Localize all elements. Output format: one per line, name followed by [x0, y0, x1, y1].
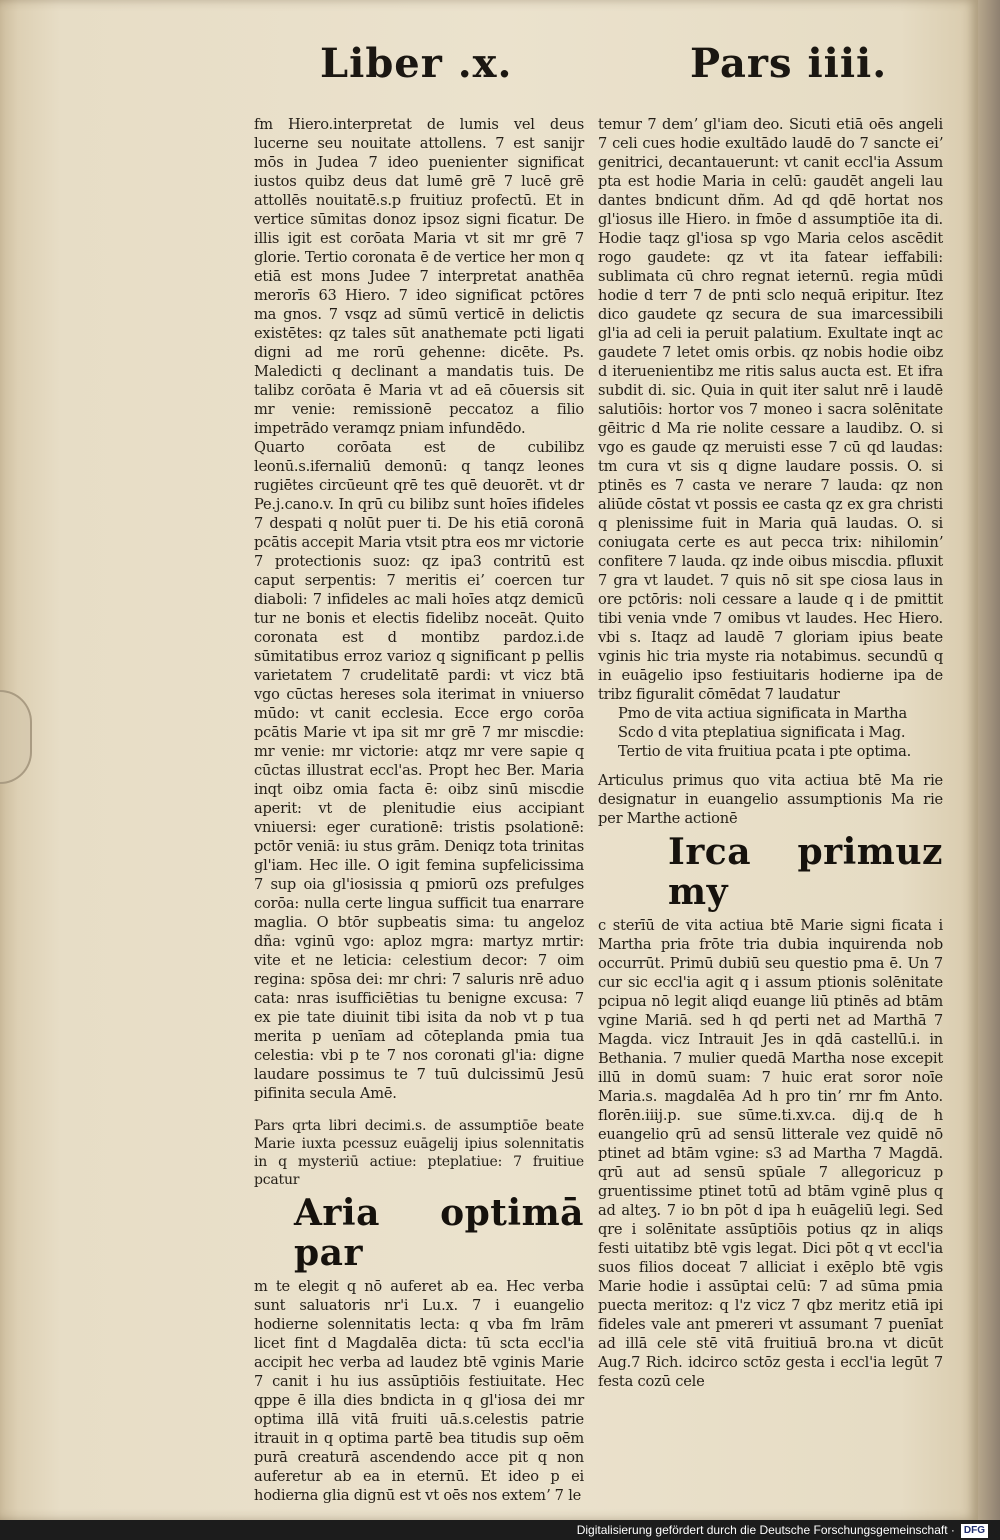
running-head-left: Liber .x.	[320, 40, 513, 87]
left-column	[254, 115, 584, 1505]
right-paragraph: temur 7 demʼ gl'iam deo. Sicuti etiā oēs angeli 7 celi cues hodie exultādo laudē do 7 sancte eiʼ genitrici, decantauerunt: vt canit eccl'ia Assum pta est hodie Maria in celū: gaudēt angeli lau dantes bndicunt dñm. Ad qd qdē hortat nos gl'iosus ille Hiero. in fmōe d assumptiōe ita di. Hodie taqz gl'iosa sp vgo Maria celos ascēdit rogo gaudete: qz vt ita fatear ieffabili: sublimata cū chro regnat ieternū. regia mūdi hodie d terr 7 de pnti sclo nequā eripitur. Itez dico gaudete qz secura de sua imarcessibili gl'ia ad celi ia peruit palatium. Exultate inqt ac gaudete 7 letet omis orbis. qz nobis hodie oibz d iteruenientibz me ritis salus aucta est. Et ifra subdit di. sic. Quia in quit iter salut nrē i laudē salutiōis: hortor vos 7 moneo i sacra solēnitate gēitric d Ma rie nolite cessare a laudibz. O. si vgo es gaude qz meruisti esse 7 cū qd laudas: tm cura vt sis q digne laudare possis. O. si ptinēs es 7 casta ve nerare 7 lauda: qz non aliūde cōstat vt possis ee casta qz ex gra christi q plenissime fuit in Maria quā laudas. O. si coniugata certe es aut pecca trix: nihilominʼ confitere 7 lauda. qz inde oibus miscdia. pfluxit 7 gra vt laudet. 7 quis nō sit spe ciosa laus in ore pctōris: noli cessare a laude q i de pmittit tibi venia vnde 7 omibus vt laudes. Hec Hiero. vbi s. Itaqz ad laudē 7 gloriam ipius beate vginis hic tria myste ria notabimus. secundū q in euāgelio ipso festiuitaris hodierne ipa de tribz figuralit cōmēdat 7 laudatur	[598, 116, 943, 703]
section-title: Pars qrta libri decimi.s. de assumptiōe beate Marie iuxta pcessuz euāgelij ipius solennitatis in q mysteriū actiue: pteplatiue: 7 fruitiue pcatur	[254, 1118, 584, 1188]
list-item: Scdo d vita pteplatiua significata i Mag.	[618, 724, 906, 741]
right-body: c sterīū de vita actiua btē Marie signi ficata i Martha pria frōte tria dubia inquirenda nob occurrūt. Primū dubiū seu questio pma ē. Un 7 cur sic eccl'ia agit q i assum ptionis solēnitate pcipua nō legit aliqd euange liū ptinēs ad btām vgine Mariā. sed h qd perti net ad Marthā 7 Magda. vicz Intrauit Jes in qdā castellū.i. in Bethania. 7 mulier quedā Martha nose excepit illū in domū suam: 7 huic erat soror noīe Maria.s. magdalēa Ad h pro tinʼ rnr fm Anto. florēn.iiij.p. sue sūme.ti.xv.ca. dij.q de h euangelio qrū ad sensū litterale vez quidē nō ptinet ad btām vgine: s3 ad Martha 7 Magdā. qrū aut ad sensū spūale 7 allegoricuz p gruentissime ptinet totū ad btām vginē plus q ad alteʒ. 7 io bn pōt d ipa h euāgeliū legi. Sed qre i solēnitate assūptiōis potius qz in aliqs festi uitatibz btē vgis legat. Dici pōt q vt eccl'ia suos filios doceat 7 alliciat i exēplo btē vgis Marie hodie i assūptai celū: 7 ad sūma pmia puecta meritoz: q l'z vicz 7 qbz meritz etiā ipi fideles vale ant pmereri vt assumant 7 puenīat ad illā cele stē vitā fruitiuā bro.na vt dicūt Aug.7 Rich. idcirco sctōz gesta i eccl'ia legūt 7 festa cozū cele	[598, 917, 943, 1390]
left-paragraph: Quarto corōata est de cubilibz leonū.s.ifernaliū demonū: q tanqz leones rugiētes circūeunt qrē tes quē deuorēt. vt dr Pe.j.cano.v. In qrū cu bilibz sunt hoīes ifideles 7 despati q nolūt puer ti. De his etiā coronā pcātis accepit Maria vtsit ptra eos mr victorie 7 protectionis suoz: qz ipa3 contritū est caput serpentis: 7 meritis eiʼ coercen tur diaboli: 7 infideles ac mali hoīes atqz demicū tur ne bonis et electis fidelibz noceāt. Quito coronata est d montibz pardoz.i.de sūmitatibus erroz varioz q significant p pellis varietatem 7 crudelitatē pardi: vt vicz btā vgo cūctas hereses sola iterimat in vniuerso mūdo: vt canit ecclesia. Ecce ergo corōa pcātis Marie vt ipa sit mr grē 7 mr miscdie: mr venie: mr victorie: atqz mr vere sapie q cūctas illustrat eccl'as. Propt hec Ber. Maria inqt oibz omia facta ē: oibz sinū miscdie aperit: vt de plenitudie eius accipiant vniuersi: eger curationē: tristis psolationē: pctōr veniā: iu stus grām. Deniqz tota trinitas gl'iam. Hec ille. O igit femina supfelicissima 7 sup oia gl'iosissia q pmiorū ozs prefulges corōa: nulla certe lingua sufficit tua enarrare maglia. O btōr supbeatis sima: tu angeloz dña: vginū vgo: aploz mgra: martyz mrtir: vite et ne leticia: celestium decor: 7 oim regina: spōsa dei: mr chri: 7 saluris nrē aduo cata: nras isufficiētias tu benigne excusa: 7 ex pie tate diuinit tibi isita da nob vt p tua merita p uenīam ad cōteplanda pmia tua celestia: vbi p te 7 nos coronati gl'ia: digne laudare possimus te 7 tuū dulcissimū Jesū pifinita secula Amē.	[254, 439, 584, 1102]
left-body: m te elegit q nō auferet ab ea. Hec verba sunt saluatoris nr'i Lu.x. 7 i euangelio hodierne solennitatis lecta: q vba fm lrām licet fint d Magdalēa dicta: tū scta eccl'ia accipit hec verba ad laudez btē vginis Marie 7 canit i hu ius assūptiōis festiuitate. Hec qppe ē illa dies bndicta in q gl'iosa dei mr optima illā vitā fruiti uā.s.celestis patrie itrauit in q optima partē bea titudis sup oēm purā creaturā ascendendo acce pit q non auferetur ab ea in eternū. Et ideo p ei hodierna glia dignū est vt oēs nos extemʼ 7 le	[254, 1278, 584, 1504]
binding-clip	[0, 690, 32, 784]
footer-bar	[0, 1520, 1000, 1540]
list-item: Tertio de vita fruitiua pcata i pte optima.	[618, 743, 912, 760]
article-heading: Irca primuz my	[668, 831, 943, 913]
article-title: Articulus primus quo vita actiua btē Ma rie designatur in euangelio assumptionis Ma rie per Marthe actionē	[598, 772, 943, 827]
footer-text: Digitalisierung gefördert durch die Deutsche Forschungsgemeinschaft ·	[576, 1523, 955, 1537]
running-head-right: Pars iiii.	[690, 40, 888, 87]
right-column	[598, 115, 943, 1391]
dfg-logo: DFG	[961, 1524, 988, 1538]
section-heading: Aria optimā par	[294, 1192, 584, 1274]
left-paragraph: fm Hiero.interpretat de lumis vel deus lucerne seu nouitate attollens. 7 est sanijr mōs in Judea 7 ideo puenienter significat iustos quibz deus dat lumē grē 7 lucē grē attollēs nouitatē.s.p fruitiuz profectū. Et in vertice sūmitas donoz ipsoz signi ficatur. De illis igit est corōata Maria vt sit mr grē 7 glorie. Tertio coronata ē de vertice her mon q etiā est mons Judee 7 interpretat anathēa merorīs 63 Hiero. 7 ideo significat pctōres ma gnos. 7 vsqz ad sūmū verticē in delictis existētes: qz tales sūt anathemate pcti ligati digni ad me rorū gehenne: dicēte. Ps. Maledicti q declinant a mandatis tuis. De talibz corōata ē Maria vt ad eā cōuersis sit mr venie: remissionē peccatoz a filio impetrādo veramqz pniam infundēdo.	[254, 116, 584, 437]
list-item: Pmo de vita actiua significata in Martha	[618, 705, 907, 722]
